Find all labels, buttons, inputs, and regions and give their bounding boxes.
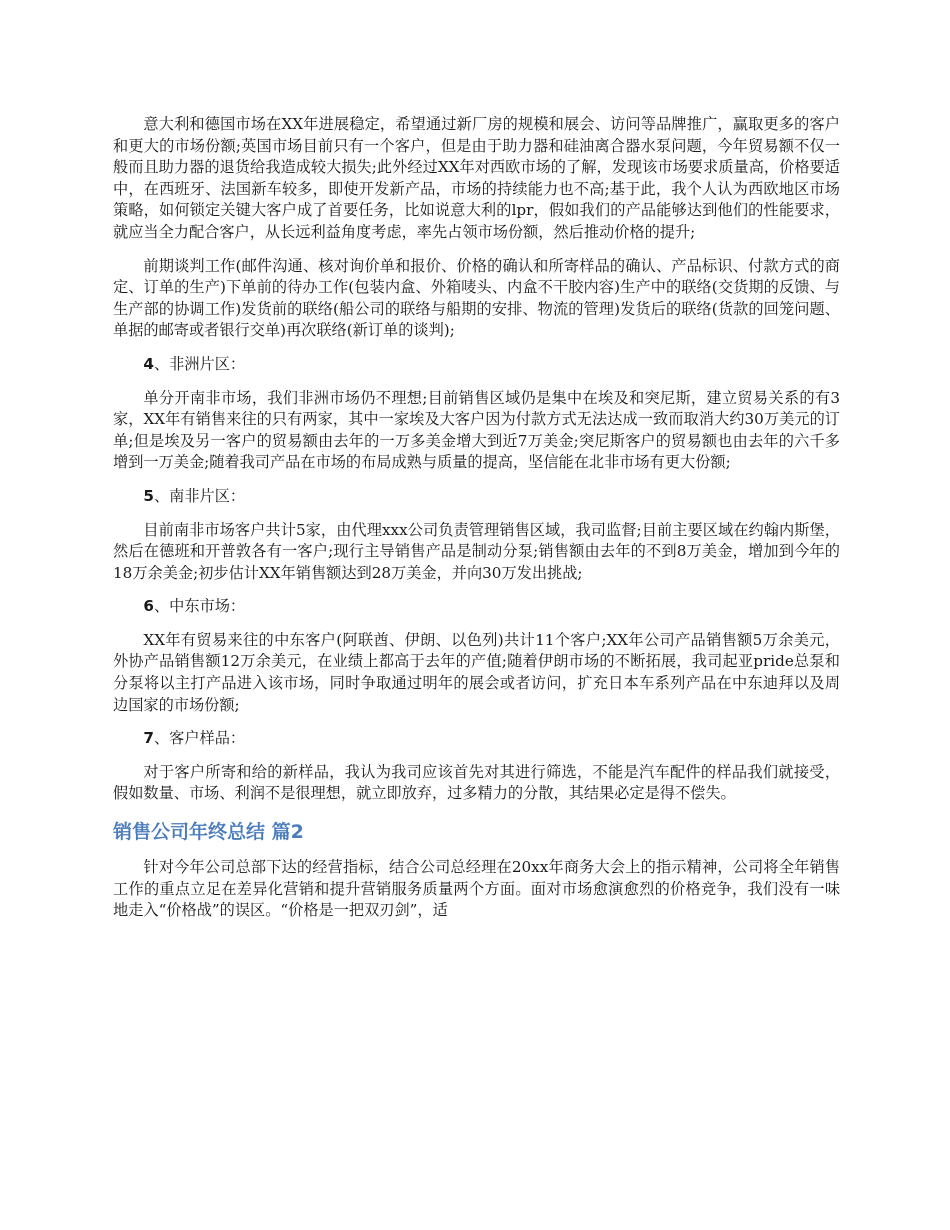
section-5-title: 、南非片区：: [153, 486, 246, 505]
section-6-heading: [113, 596, 840, 618]
paragraph-workflow: 前期谈判工作(邮件沟通、核对询价单和报价、价格的确认和所寄样品的确认、产品标识、付款方式的商定、订单的生产)下单前的待办工作(包装内盒、外箱唛头、内盒不干胶内容)生产中的联络(交货期的反馈、与生产部的协调工作)发货前的联络(船公司的联络与船期的安排、物流的管理)发货后的联络(货款的回笼问题、单据的邮寄或者银行交单)再次联络(新订单的谈判);: [113, 256, 840, 340]
section-5-heading: [113, 486, 840, 508]
section-5-number: 5: [143, 486, 154, 505]
document-page: [113, 114, 840, 934]
section-7-title: 、客户样品：: [153, 729, 246, 748]
article-2-heading: 销售公司年终总结 篇2: [113, 821, 304, 844]
paragraph-western-europe: 意大利和德国市场在XX年进展稳定，希望通过新厂房的规模和展会、访问等品牌推广，赢取更多的客户和更大的市场份额;英国市场目前只有一个客户，但是由于助力器和硅油离合器水泵问题，今年贸易额不仅一般而且助力器的退货给我造成较大损失;此外经过XX年对西欧市场的了解，发现该市场要求质量高，价格要适中，在西班牙、法国新车较多，即使开发新产品，市场的持续能力也不高;基于此，我个人认为西欧地区市场策略，如何锁定关键大客户成了首要任务，比如说意大利的lpr，假如我们的产品能够达到他们的性能要求，就应当全力配合客户，从长远利益角度考虑，率先占领市场份额，然后推动价格的提升;: [113, 115, 840, 241]
section-4-title: 、非洲片区：: [153, 354, 246, 373]
section-4-text: 单分开南非市场，我们非洲市场仍不理想;目前销售区域仍是集中在埃及和突尼斯，建立贸易关系的有3家，XX年有销售来往的只有两家，其中一家埃及大客户因为付款方式无法达成一致而取消大约30万美元的订单;但是埃及另一客户的贸易额由去年的一万多美金增大到近7万美金;突尼斯客户的贸易额也由去年的六千多增到一万美金;随着我司产品在市场的布局成熟与质量的提高，坚信能在北非市场有更大份额;: [113, 388, 840, 472]
article-2-paragraph: 针对今年公司总部下达的经营指标，结合公司总经理在20xx年商务大会上的指示精神，公司将全年销售工作的重点立足在差异化营销和提升营销服务质量两个方面。面对市场愈演愈烈的价格竞争，我们没有一味地走入“价格战”的误区。“价格是一把双刃剑”，适: [113, 858, 840, 920]
section-5-text: 目前南非市场客户共计5家，由代理xxx公司负责管理销售区域，我司监督;目前主要区域在约翰内斯堡，然后在德班和开普敦各有一客户;现行主导销售产品是制动分泵;销售额由去年的不到8万美金，增加到今年的18万余美金;初步估计XX年销售额达到28万美金，并向30万发出挑战;: [113, 520, 840, 582]
section-6-number: 6: [143, 597, 154, 616]
section-7-text: 对于客户所寄和给的新样品，我认为我司应该首先对其进行筛选，不能是汽车配件的样品我们就接受，假如数量、市场、利润不是很理想，就立即放弃，过多精力的分散，其结果必定是得不偿失。: [113, 762, 840, 803]
section-4-heading: [113, 354, 840, 376]
section-6-text: XX年有贸易来往的中东客户(阿联酋、伊朗、以色列)共计11个客户;XX年公司产品销售额5万余美元，外协产品销售额12万余美元，在业绩上都高于去年的产值;随着伊朗市场的不断拓展，我司起亚pride总泵和分泵将以主打产品进入该市场，同时争取通过明年的展会或者访问，扩充日本车系列产品在中东迪拜以及周边国家的市场份额;: [113, 630, 840, 714]
section-7-heading: [113, 728, 840, 750]
section-4-number: 4: [143, 354, 154, 373]
section-7-number: 7: [143, 729, 154, 748]
section-6-title: 、中东市场：: [153, 597, 246, 616]
